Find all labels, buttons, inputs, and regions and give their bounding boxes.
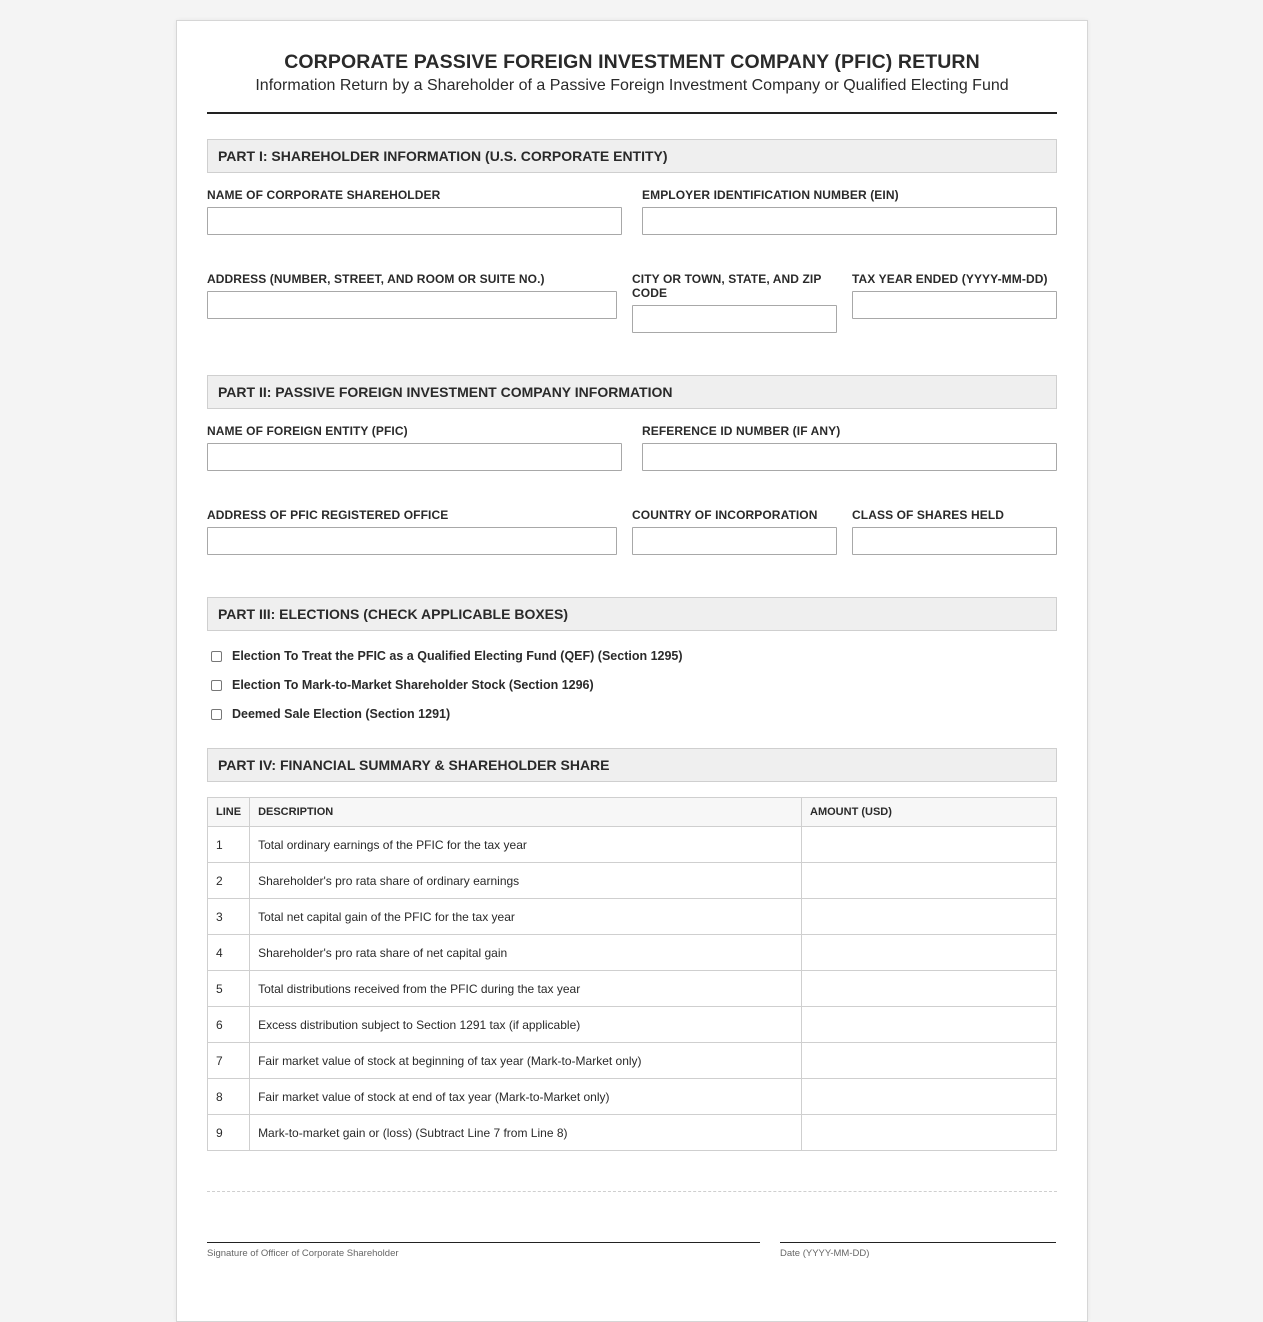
table-row [208,1043,1057,1079]
table-row [208,971,1057,1007]
election-qef-row[interactable] [211,647,683,665]
column-header-line: LINE [208,798,250,827]
line-number: 9 [208,1115,250,1151]
tax-year-input[interactable] [852,291,1057,319]
amount-cell[interactable] [802,1079,1057,1115]
form-subtitle: Information Return by a Shareholder of a Passive Foreign Investment Company or Qualified Electing Fund [255,77,1009,94]
amount-cell[interactable] [802,935,1057,971]
form-page [176,20,1088,1322]
reference-id-input[interactable] [642,443,1057,471]
reference-id-label: REFERENCE ID NUMBER (IF ANY) [642,424,841,438]
pfic-name-input[interactable] [207,443,622,471]
table-row [208,1079,1057,1115]
share-class-label: CLASS OF SHARES HELD [852,508,1005,522]
date-line[interactable] [780,1242,1056,1243]
header-divider [207,112,1057,114]
amount-cell[interactable] [802,899,1057,935]
amount-cell[interactable] [802,1115,1057,1151]
line-number: 8 [208,1079,250,1115]
part3-heading-text: PART III: ELECTIONS (CHECK APPLICABLE BOXES) [218,606,569,622]
form-header [207,49,1057,97]
country-label: COUNTRY OF INCORPORATION [632,508,818,522]
amount-cell[interactable] [802,1043,1057,1079]
shareholder-address-input[interactable] [207,291,617,319]
election-qef-label: Election To Treat the PFIC as a Qualified Electing Fund (QEF) (Section 1295) [232,649,683,663]
line-description: Fair market value of stock at beginning of tax year (Mark-to-Market only) [250,1043,802,1079]
line-number: 5 [208,971,250,1007]
tax-year-label: TAX YEAR ENDED (YYYY-MM-DD) [852,272,1048,286]
line-description: Fair market value of stock at end of tax year (Mark-to-Market only) [250,1079,802,1115]
line-description: Shareholder's pro rata share of ordinary earnings [250,863,802,899]
line-number: 6 [208,1007,250,1043]
form-title: CORPORATE PASSIVE FOREIGN INVESTMENT COMPANY (PFIC) RETURN [284,51,980,73]
pfic-address-label: ADDRESS OF PFIC REGISTERED OFFICE [207,508,449,522]
part1-heading [207,139,1057,173]
signature-divider [207,1191,1057,1192]
line-description: Total net capital gain of the PFIC for the tax year [250,899,802,935]
signature-line[interactable] [207,1242,760,1243]
election-deemed-sale-label: Deemed Sale Election (Section 1291) [232,707,451,721]
election-mtm-row[interactable] [211,676,594,694]
share-class-input[interactable] [852,527,1057,555]
shareholder-name-input[interactable] [207,207,622,235]
line-number: 4 [208,935,250,971]
part4-heading [207,748,1057,782]
table-row [208,899,1057,935]
part4-heading-text: PART IV: FINANCIAL SUMMARY & SHAREHOLDER SHARE [218,757,610,773]
election-deemed-sale-row[interactable] [211,705,450,723]
table-row [208,935,1057,971]
country-input[interactable] [632,527,837,555]
election-qef-checkbox[interactable] [211,651,222,662]
line-number: 2 [208,863,250,899]
election-mtm-label: Election To Mark-to-Market Shareholder Stock (Section 1296) [232,678,594,692]
shareholder-address-label: ADDRESS (NUMBER, STREET, AND ROOM OR SUITE NO.) [207,272,545,286]
part1-heading-text: PART I: SHAREHOLDER INFORMATION (U.S. CORPORATE ENTITY) [218,148,668,164]
city-state-zip-input[interactable] [632,305,837,333]
part2-heading-text: PART II: PASSIVE FOREIGN INVESTMENT COMPANY INFORMATION [218,384,673,400]
amount-cell[interactable] [802,971,1057,1007]
table-row [208,827,1057,863]
shareholder-name-label: NAME OF CORPORATE SHAREHOLDER [207,188,441,202]
table-row [208,863,1057,899]
line-description: Excess distribution subject to Section 1291 tax (if applicable) [250,1007,802,1043]
part3-heading [207,597,1057,631]
column-header-description: DESCRIPTION [250,798,802,827]
line-number: 7 [208,1043,250,1079]
table-row [208,1115,1057,1151]
city-state-zip-label: CITY OR TOWN, STATE, AND ZIP CODE [632,272,822,300]
table-row [208,1007,1057,1043]
line-description: Mark-to-market gain or (loss) (Subtract Line 7 from Line 8) [250,1115,802,1151]
pfic-address-input[interactable] [207,527,617,555]
ein-input[interactable] [642,207,1057,235]
election-mtm-checkbox[interactable] [211,680,222,691]
ein-label: EMPLOYER IDENTIFICATION NUMBER (EIN) [642,188,899,202]
signature-label: Signature of Officer of Corporate Shareholder [207,1248,399,1259]
amount-cell[interactable] [802,827,1057,863]
table-header-row [208,798,1057,827]
line-description: Total distributions received from the PFIC during the tax year [250,971,802,1007]
election-deemed-sale-checkbox[interactable] [211,709,222,720]
part2-heading [207,375,1057,409]
column-header-amount: AMOUNT (USD) [802,798,1057,827]
line-number: 1 [208,827,250,863]
line-description: Shareholder's pro rata share of net capital gain [250,935,802,971]
amount-cell[interactable] [802,1007,1057,1043]
financial-summary-table [207,797,1057,1151]
amount-cell[interactable] [802,863,1057,899]
line-description: Total ordinary earnings of the PFIC for the tax year [250,827,802,863]
pfic-name-label: NAME OF FOREIGN ENTITY (PFIC) [207,424,408,438]
line-number: 3 [208,899,250,935]
date-label: Date (YYYY-MM-DD) [780,1248,870,1259]
